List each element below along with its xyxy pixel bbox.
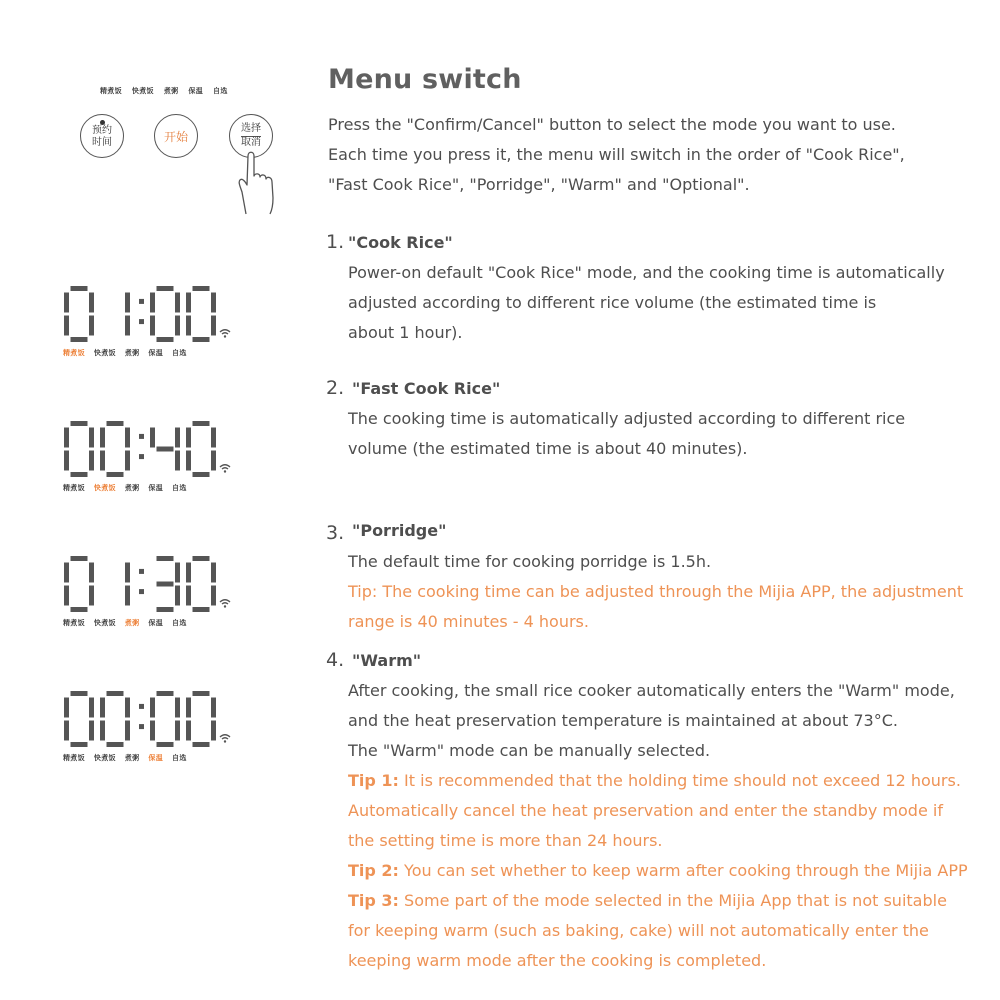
- digit-display: [62, 689, 222, 749]
- wifi-icon: [219, 328, 231, 338]
- digit-segment: [125, 316, 130, 336]
- mode-label: 煮粥: [163, 87, 179, 95]
- digit-segment: [211, 293, 216, 313]
- mode-label: 自选: [213, 87, 228, 95]
- digit-segment: [100, 451, 105, 471]
- body-line: After cooking, the small rice cooker automatically enters the "Warm" mode,: [348, 681, 955, 700]
- digit-segment: [64, 316, 69, 336]
- digit-segment: [125, 451, 130, 471]
- body-line: volume (the estimated time is about 40 minutes).: [348, 439, 748, 458]
- digit-segment: [211, 316, 216, 336]
- digit-segment: [71, 472, 88, 477]
- digit-segment: [89, 586, 94, 606]
- digit-segment: [157, 337, 174, 342]
- select-label: 选择: [241, 123, 261, 134]
- intro-line: Each time you press it, the menu will switch in the order of "Cook Rice",: [328, 145, 905, 164]
- cancel-label: 取消: [241, 137, 261, 148]
- digit-segment: [211, 563, 216, 583]
- digit-segment: [89, 428, 94, 448]
- mode-label: 快煮饭: [93, 619, 116, 627]
- digit-segment: [150, 721, 155, 741]
- digit-segment: [186, 293, 191, 313]
- digit-segment: [125, 428, 130, 448]
- digit-segment: [193, 337, 210, 342]
- section-body-warm: [348, 676, 988, 976]
- digit-segment: [157, 582, 174, 587]
- intro-line: Press the "Confirm/Cancel" button to select the mode you want to use.: [328, 115, 896, 134]
- digit-segment: [89, 316, 94, 336]
- mode-label-active: 精煮饭: [63, 349, 85, 357]
- mode-labels: [63, 618, 196, 628]
- digit-segment: [125, 293, 130, 313]
- digit-segment: [175, 316, 180, 336]
- digit-segment: [157, 691, 174, 696]
- colon-dot: [139, 434, 144, 439]
- digit-segment: [71, 742, 88, 747]
- digit-segment: [157, 286, 174, 291]
- colon-dot: [139, 454, 144, 459]
- body-line: and the heat preservation temperature is maintained at about 73°C.: [348, 711, 898, 730]
- mode-labels: [63, 483, 196, 493]
- reserve-time-button[interactable]: [80, 114, 124, 158]
- tip-line: for keeping warm (such as baking, cake) will not automatically enter the: [348, 921, 929, 940]
- section-number: 2.: [326, 377, 345, 399]
- start-label: 开始: [163, 130, 188, 144]
- reserve-time-label: 预约 时间: [92, 125, 112, 148]
- digit-segment: [193, 286, 210, 291]
- tip-2: [348, 856, 988, 886]
- tip-text: You can set whether to keep warm after cooking through the Mijia APP: [398, 861, 968, 880]
- digit-segment: [157, 447, 174, 452]
- section-number: 3.: [326, 522, 345, 544]
- mode-label: 自选: [172, 754, 187, 762]
- tip-label: Tip 3:: [348, 891, 399, 910]
- section-heading-warm: "Warm": [352, 651, 422, 670]
- tip-label: Tip 1:: [348, 771, 399, 790]
- digit-segment: [107, 691, 124, 696]
- mode-label: 快煮饭: [131, 87, 154, 95]
- digit-segment: [186, 586, 191, 606]
- digit-segment: [186, 451, 191, 471]
- body-line: adjusted according to different rice volume (the estimated time is: [348, 293, 877, 312]
- mode-label: 精煮饭: [63, 619, 85, 627]
- section-body-cook-rice: [348, 258, 988, 348]
- digit-segment: [186, 563, 191, 583]
- body-line: Power-on default "Cook Rice" mode, and the cooking time is automatically: [348, 263, 945, 282]
- mode-label: 煮粥: [124, 349, 140, 357]
- digit-segment: [71, 337, 88, 342]
- digit-segment: [186, 428, 191, 448]
- tip-text: It is recommended that the holding time should not exceed 12 hours.: [398, 771, 961, 790]
- digit-segment: [64, 586, 69, 606]
- body-line: The cooking time is automatically adjusted according to different rice: [348, 409, 906, 428]
- digit-segment: [193, 607, 210, 612]
- mode-label: 精煮饭: [63, 484, 85, 492]
- digit-segment: [175, 721, 180, 741]
- mode-label: 自选: [172, 484, 187, 492]
- digit-segment: [71, 607, 88, 612]
- digit-segment: [89, 293, 94, 313]
- digit-segment: [89, 698, 94, 718]
- tip-line: range is 40 minutes - 4 hours.: [348, 612, 589, 631]
- colon-dot: [139, 299, 144, 304]
- digit-segment: [89, 721, 94, 741]
- tip-line: keeping warm mode after the cooking is completed.: [348, 951, 767, 970]
- wifi-icon: [219, 733, 231, 743]
- section-heading-cook-rice: "Cook Rice": [348, 233, 453, 252]
- mode-label: 精煮饭: [63, 754, 85, 762]
- tip-1: [348, 766, 988, 796]
- section-body-fast-cook: [348, 404, 988, 464]
- digit-segment: [89, 563, 94, 583]
- digit-segment: [71, 286, 88, 291]
- section-number: 1.: [326, 231, 345, 253]
- colon-dot: [139, 589, 144, 594]
- mode-label-active: 保温: [148, 754, 164, 762]
- digit-segment: [100, 428, 105, 448]
- tip-3: [348, 886, 988, 916]
- colon-dot: [139, 704, 144, 709]
- mode-label: 保温: [188, 87, 204, 95]
- tip-line: Automatically cancel the heat preservation and enter the standby mode if: [348, 801, 943, 820]
- digit-segment: [193, 472, 210, 477]
- digit-segment: [125, 698, 130, 718]
- tip-text: Some part of the mode selected in the Mijia App that is not suitable: [398, 891, 947, 910]
- digit-segment: [125, 721, 130, 741]
- digit-segment: [64, 293, 69, 313]
- mode-label: 保温: [148, 349, 164, 357]
- digit-segment: [175, 428, 180, 448]
- digit-segment: [71, 691, 88, 696]
- digit-segment: [193, 742, 210, 747]
- body-line: The default time for cooking porridge is 1.5h.: [348, 552, 712, 571]
- digit-segment: [211, 451, 216, 471]
- tip-label: Tip 2:: [348, 861, 399, 880]
- wifi-icon: [219, 463, 231, 473]
- digit-segment: [157, 742, 174, 747]
- digit-segment: [193, 691, 210, 696]
- digit-segment: [175, 451, 180, 471]
- digit-segment: [186, 721, 191, 741]
- digit-segment: [107, 472, 124, 477]
- digit-segment: [107, 421, 124, 426]
- section-number: 4.: [326, 649, 345, 671]
- mode-labels: [63, 753, 196, 763]
- digit-segment: [150, 293, 155, 313]
- digit-segment: [64, 451, 69, 471]
- mode-label: 快煮饭: [93, 349, 116, 357]
- digit-segment: [211, 586, 216, 606]
- digit-segment: [71, 556, 88, 561]
- section-heading-porridge: "Porridge": [352, 521, 447, 540]
- mode-label: 精煮饭: [100, 87, 122, 95]
- digit-display: [62, 419, 222, 479]
- colon-dot: [139, 724, 144, 729]
- digit-segment: [157, 607, 174, 612]
- intro-paragraph: [328, 110, 978, 200]
- mode-label: 保温: [148, 484, 164, 492]
- digit-segment: [157, 556, 174, 561]
- body-line: The "Warm" mode can be manually selected.: [348, 741, 711, 760]
- mode-label: 煮粥: [124, 754, 140, 762]
- pointing-hand-icon: [232, 144, 282, 216]
- digit-display: [62, 284, 222, 344]
- digit-segment: [71, 421, 88, 426]
- intro-line: "Fast Cook Rice", "Porridge", "Warm" and "Optional".: [328, 175, 750, 194]
- tip-line: the setting time is more than 24 hours.: [348, 831, 663, 850]
- mode-label-active: 快煮饭: [93, 484, 116, 492]
- digit-segment: [64, 721, 69, 741]
- digit-segment: [211, 721, 216, 741]
- mode-label: 保温: [148, 619, 164, 627]
- digit-segment: [193, 421, 210, 426]
- digit-segment: [175, 293, 180, 313]
- digit-segment: [64, 698, 69, 718]
- digit-segment: [100, 721, 105, 741]
- digit-segment: [211, 428, 216, 448]
- digit-segment: [107, 742, 124, 747]
- digit-segment: [186, 698, 191, 718]
- body-line: about 1 hour).: [348, 323, 463, 342]
- section-heading-fast-cook: "Fast Cook Rice": [352, 379, 501, 398]
- mode-label: 煮粥: [124, 484, 140, 492]
- mode-label: 快煮饭: [93, 754, 116, 762]
- digit-segment: [175, 698, 180, 718]
- wifi-icon: [219, 598, 231, 608]
- tip-line: Tip: The cooking time can be adjusted through the Mijia APP, the adjustment: [348, 582, 964, 601]
- colon-dot: [139, 569, 144, 574]
- digit-segment: [100, 698, 105, 718]
- digit-segment: [211, 698, 216, 718]
- mode-label-active: 煮粥: [124, 619, 140, 627]
- colon-dot: [139, 319, 144, 324]
- digit-segment: [150, 428, 155, 448]
- section-body-porridge: [348, 547, 988, 637]
- digit-segment: [64, 563, 69, 583]
- digit-segment: [186, 316, 191, 336]
- mode-label: 自选: [172, 349, 187, 357]
- digit-segment: [175, 563, 180, 583]
- digit-segment: [89, 451, 94, 471]
- digit-segment: [193, 556, 210, 561]
- panel-mode-labels: [100, 86, 238, 96]
- digit-display: [62, 554, 222, 614]
- mode-labels: [63, 348, 196, 358]
- page-title: Menu switch: [328, 64, 522, 95]
- digit-segment: [175, 586, 180, 606]
- mode-label: 自选: [172, 619, 187, 627]
- digit-segment: [125, 586, 130, 606]
- digit-segment: [150, 698, 155, 718]
- start-button[interactable]: [154, 114, 198, 158]
- digit-segment: [125, 563, 130, 583]
- digit-segment: [150, 316, 155, 336]
- digit-segment: [64, 428, 69, 448]
